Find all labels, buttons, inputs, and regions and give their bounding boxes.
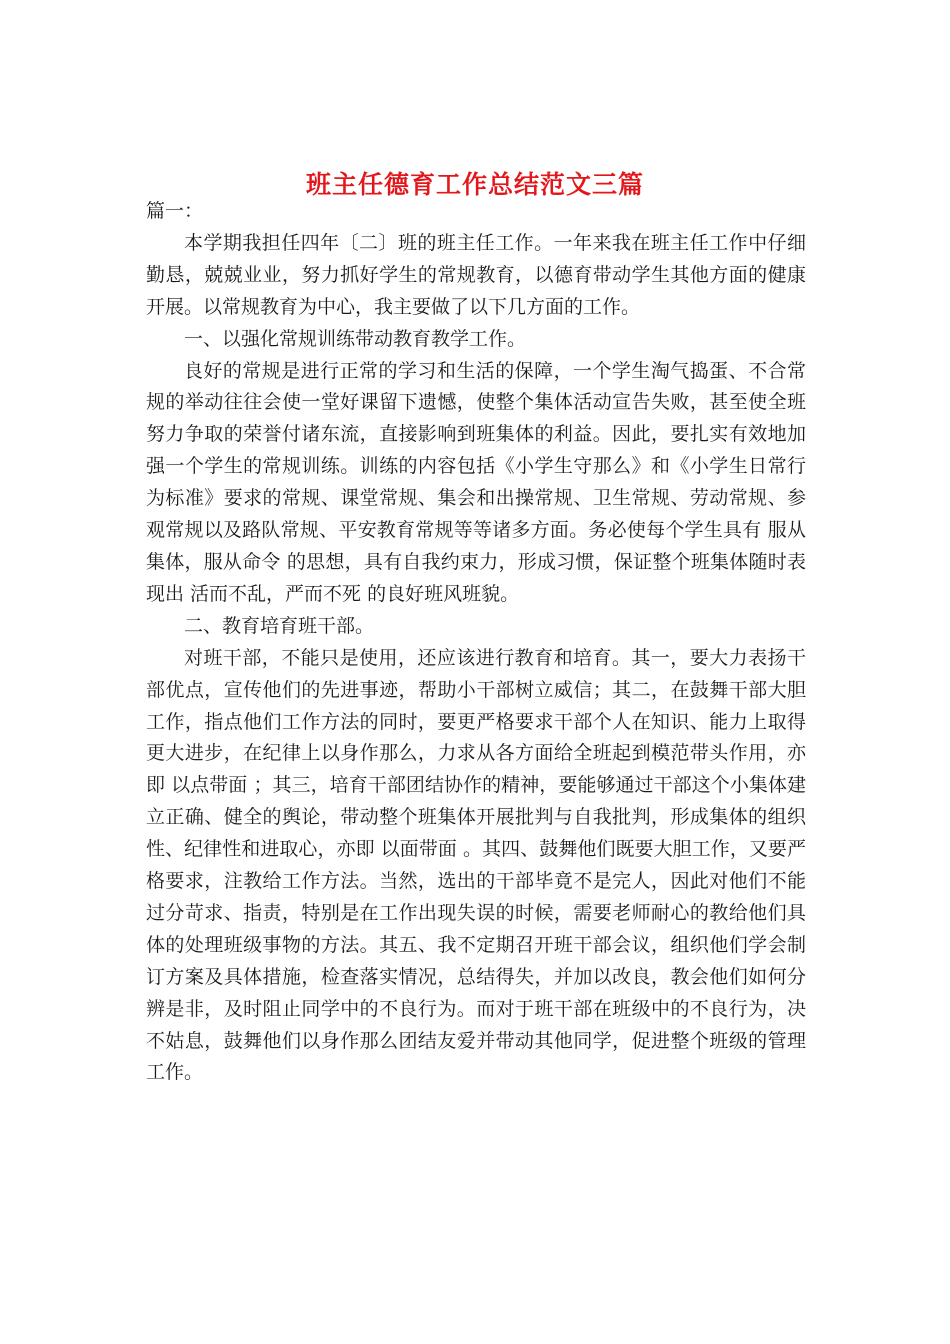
document-body xyxy=(146,196,806,1089)
heading-class-cadres: 二、教育培育班干部。 xyxy=(184,614,375,637)
section-label: 篇一： xyxy=(146,200,204,222)
document-title: 班主任德育工作总结范文三篇 xyxy=(305,169,644,199)
paragraph-intro: 本学期我担任四年〔二〕班的班主任工作。一年来我在班主任工作中仔细勤恳，兢兢业业，努力抓好学生的常规教育，以德育带动学生其他方面的健康开展。以常规教育为中心，我主要做了以下几方面的工作。 xyxy=(146,231,806,318)
paragraph-class-cadres: 对班干部，不能只是使用，还应该进行教育和培育。其一，要大力表扬干部优点，宣传他们的先进事迹，帮助小干部树立威信；其二，在鼓舞干部大胆工作，指点他们工作方法的同时，要更严格要求干部个人在知识、能力上取得更大进步，在纪律上以身作那么，力求从各方面给全班起到模范带头作用，亦即 以点带面 ；其三，培育干部团结协作的精神，要能够通过干部这个小集体建立正确、健全的舆论，带动整个班集体开展批判与自我批判，形成集体的组织性、纪律性和进取心，亦即 以面带面 。其四、鼓舞他们既要大胆工作，又要严格要求，注教给工作方法。当然，选出的干部毕竟不是完人，因此对他们不能过分苛求、指责，特别是在工作出现失误的时候，需要老师耐心的教给他们具体的处理班级事物的方法。其五、我不定期召开班干部会议，组织他们学会制订方案及具体措施，检查落实情况，总结得失，并加以改良，教会他们如何分辨是非，及时阻止同学中的不良行为。而对于班干部在班级中的不良行为，决不姑息，鼓舞他们以身作那么团结友爱并带动其他同学，促进整个班级的管理工作。 xyxy=(146,646,806,1084)
paragraph-routine-training: 良好的常规是进行正常的学习和生活的保障，一个学生淘气捣蛋、不合常规的举动往往会使一堂好课留下遗憾，使整个集体活动宣告失败，甚至使全班努力争取的荣誉付诸东流，直接影响到班集体的利益。因此，要扎实有效地加强一个学生的常规训练。训练的内容包括《小学生守那么》和《小学生日常行为标准》要求的常规、课堂常规、集会和出操常规、卫生常规、劳动常规、参观常规以及路队常规、平安教育常规等等诸多方面。务必使每个学生具有 服从集体，服从命令 的思想，具有自我约束力，形成习惯，保证整个班集体随时表现出 活而不乱，严而不死 的良好班风班貌。 xyxy=(146,359,806,605)
heading-routine-training: 一、以强化常规训练带动教育教学工作。 xyxy=(184,327,527,350)
